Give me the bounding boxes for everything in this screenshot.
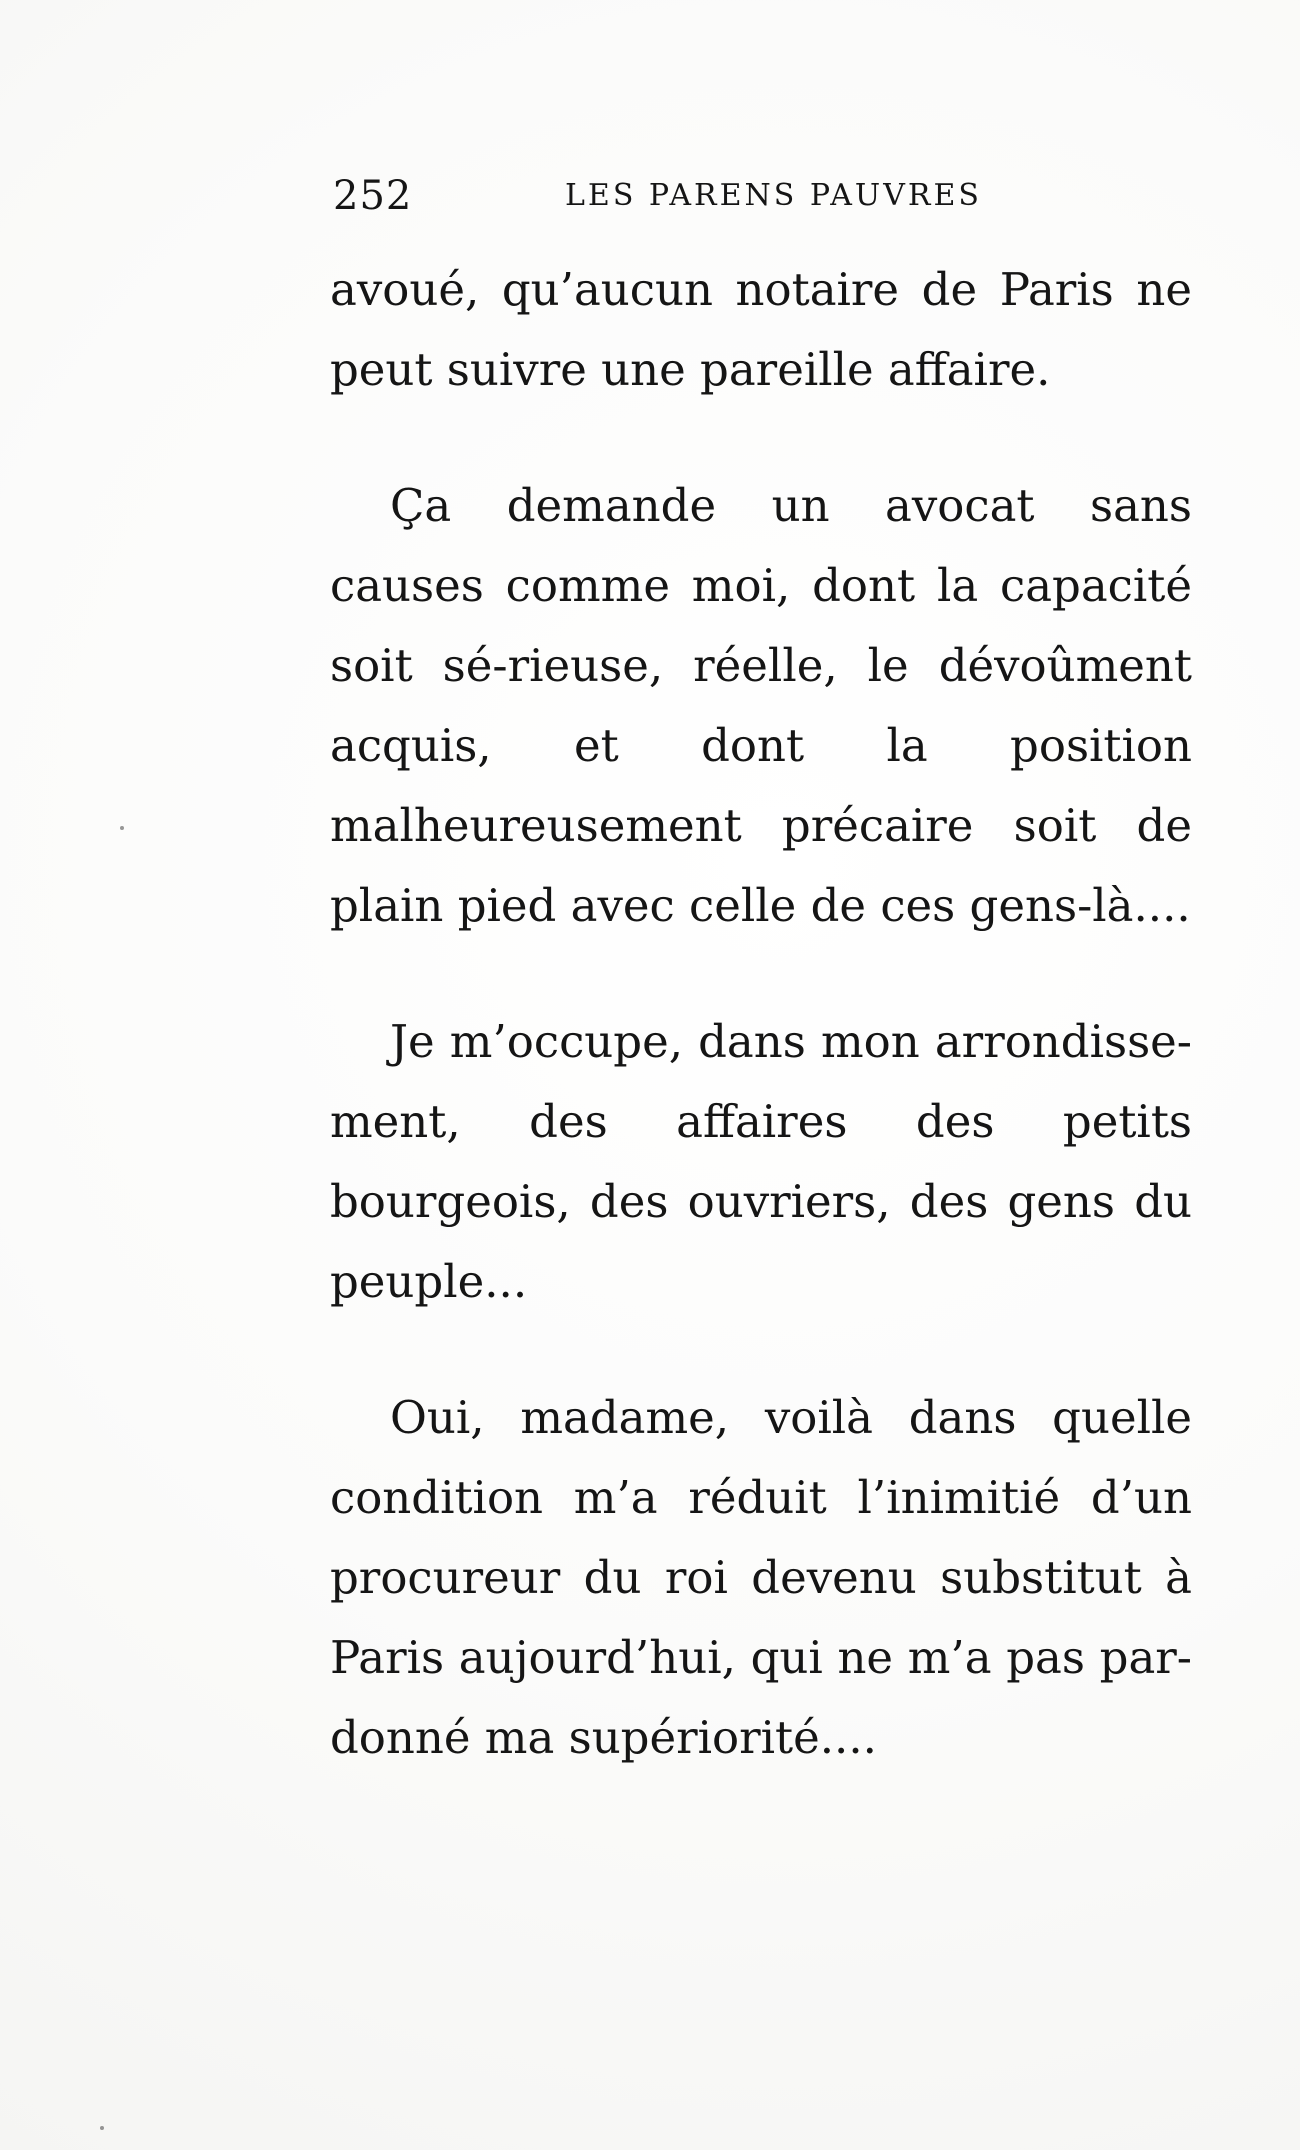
paragraph-1: avoué, qu’aucun notaire de Paris ne peut suivre une pareille affaire. [330, 263, 1192, 396]
running-title: LES PARENS PAUVRES [565, 178, 982, 213]
paragraph-3: Je m’occupe, dans mon arrondisse-ment, des affaires des petits bourgeois, des ouvriers, des gens du peuple... [330, 1015, 1192, 1308]
page-header [333, 173, 1195, 223]
body-text [330, 250, 1192, 1778]
paper-speck-1 [120, 826, 124, 830]
page-number: 252 [333, 173, 413, 219]
paper-speck-2 [100, 2126, 104, 2130]
paragraph-4: Oui, madame, voilà dans quelle condition m’a réduit l’inimitié d’un procureur du roi devenu substitut à Paris aujourd’hui, qui ne m’a pas par-donné ma supériorité.... [330, 1391, 1192, 1764]
paragraph-2: Ça demande un avocat sans causes comme moi, dont la capacité soit sé-rieuse, réelle, le dévoûment acquis, et dont la position malheureusement précaire soit de plain pied avec celle de ces gens-là.... [330, 479, 1192, 932]
